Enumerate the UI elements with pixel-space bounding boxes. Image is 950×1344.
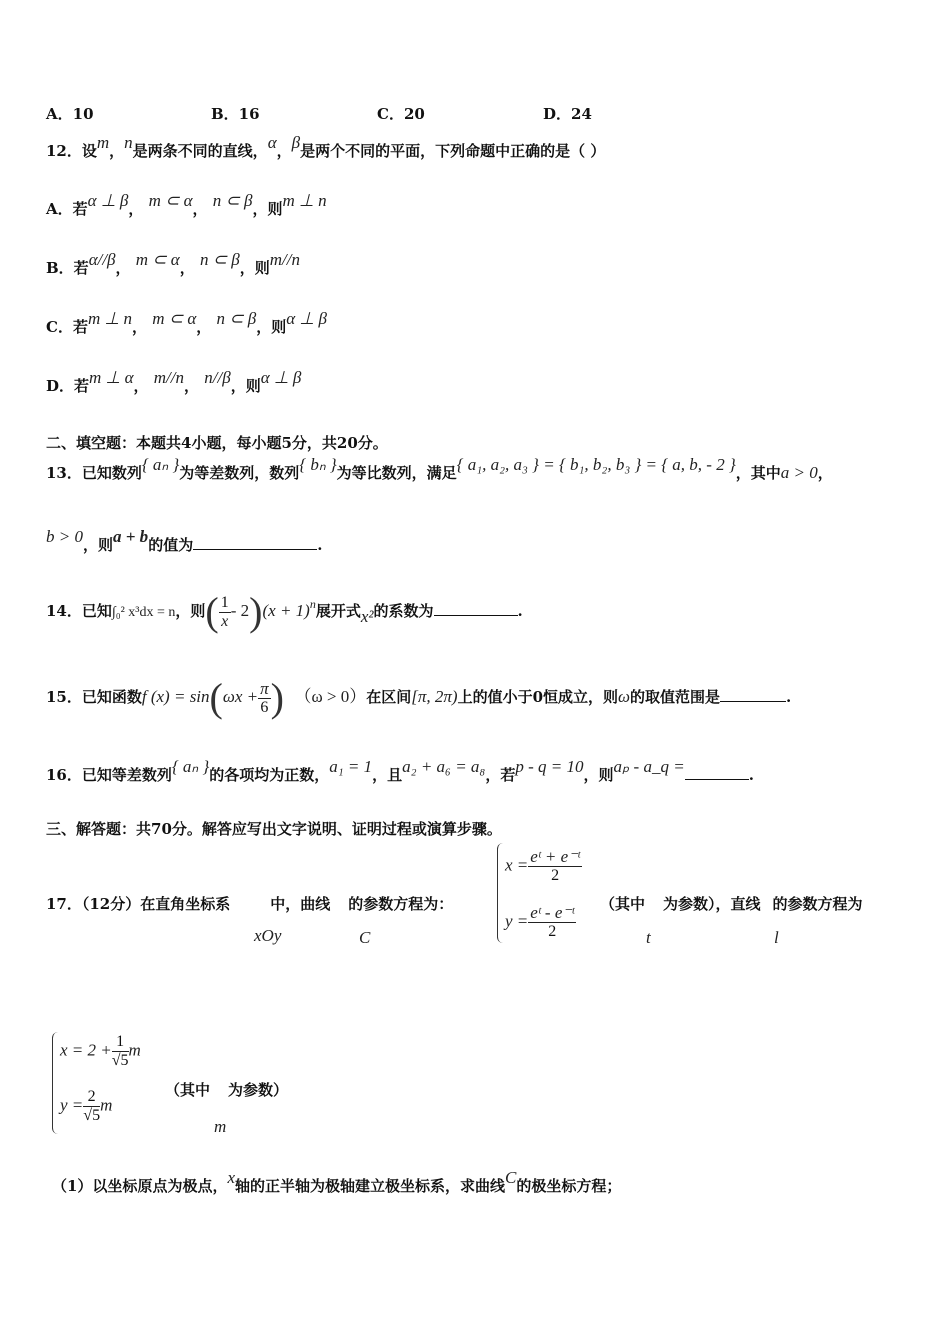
separator: ， — [184, 377, 200, 395]
denominator: x — [221, 612, 229, 630]
var-beta: β — [291, 133, 301, 152]
condition: n ⊂ β — [199, 250, 240, 269]
sequence-a: { aₙ } — [141, 455, 180, 474]
right-paren: ) — [270, 675, 284, 720]
question-13 — [46, 455, 833, 483]
line-y-equation — [60, 1088, 112, 1125]
integral: ∫₀² x³dx = n — [111, 605, 176, 620]
numerator: 1 — [112, 1033, 129, 1052]
fraction-y — [528, 904, 576, 941]
condition: m ⊥ α — [89, 368, 134, 387]
left-paren: ( — [205, 589, 219, 634]
var-C: C — [359, 928, 371, 947]
q15-text: 上的值小于0恒成立，则 — [457, 688, 619, 706]
q15-end: . — [786, 688, 792, 706]
var-t: t — [646, 928, 651, 947]
fraction-x — [528, 848, 582, 885]
denominator: 6 — [260, 698, 269, 716]
condition: m ⊥ n — [87, 309, 133, 328]
numerator: eᵗ - e⁻ᵗ — [530, 903, 575, 922]
numerator: eᵗ + e⁻ᵗ — [530, 847, 581, 866]
separator: ， — [128, 200, 144, 218]
conclusion: α ⊥ β — [260, 368, 302, 387]
answer-blank[interactable] — [685, 779, 749, 780]
y-equals: y = — [60, 1095, 84, 1115]
condition: m ⊂ α — [148, 191, 193, 210]
part1-text: （1）以坐标原点为极点， — [52, 1177, 228, 1195]
condition-b: b > 0 — [46, 527, 83, 546]
q17-text: 的参数方程为： — [348, 895, 454, 913]
separator: ， — [179, 259, 195, 277]
q17-text: 为参数） — [228, 1081, 289, 1099]
difference-expression: aₚ - a_q = — [613, 757, 685, 776]
condition: n ⊂ β — [216, 309, 257, 328]
option-label: D．若 — [46, 377, 90, 395]
condition: α//β — [88, 250, 116, 269]
answer-blank[interactable] — [434, 615, 518, 616]
var-xOy: xOy — [254, 926, 282, 945]
q16-end: . — [748, 766, 754, 784]
section-3-heading: 三、解答题：共70分。解答应写出文字说明、证明过程或演算步骤。 — [46, 820, 502, 838]
condition: n ⊂ β — [212, 191, 253, 210]
var-n: n — [124, 133, 133, 152]
question-17 — [46, 893, 453, 914]
q17-text: 为参数），直线 — [663, 895, 761, 913]
q17-number: 17．（12分）在直角坐标系 — [46, 895, 231, 913]
separator: ， — [196, 318, 212, 336]
part1-text: 轴的正半轴为极轴建立极坐标系，求曲线 — [235, 1177, 506, 1195]
option-label: A．若 — [46, 200, 88, 218]
answer-blank[interactable] — [720, 701, 786, 702]
then-text: ，则 — [230, 377, 261, 395]
right-paren: ) — [249, 589, 263, 634]
q17-text: 中，曲线 — [270, 895, 331, 913]
then-text: ，则 — [239, 259, 270, 277]
q13-text: ，其中 — [735, 464, 781, 482]
omega-condition: （ω > 0） — [294, 687, 367, 706]
question-16 — [46, 757, 754, 785]
var-m-param: m — [214, 1117, 227, 1136]
function-f: f (x) = sin — [141, 687, 210, 706]
separator: ， — [192, 200, 208, 218]
expression-a-plus-b: a + b — [113, 527, 149, 546]
question-12 — [46, 133, 606, 161]
then-text: ，则 — [252, 200, 283, 218]
q13-comma: ， — [817, 464, 833, 482]
part1-text: 的极坐标方程； — [516, 1177, 622, 1195]
fraction-2-over-sqrt5 — [83, 1088, 100, 1125]
answer-blank[interactable] — [193, 549, 317, 550]
param-y-equation — [505, 904, 576, 941]
var-C: C — [505, 1168, 517, 1187]
x-equals: x = 2 + — [60, 1040, 112, 1060]
sequence-a: { aₙ } — [171, 757, 210, 776]
option-b: B．16 — [211, 105, 260, 123]
condition-a: a > 0 — [780, 463, 818, 482]
q14-text: 展开式 — [315, 602, 361, 620]
fraction-1-over-x — [219, 594, 231, 631]
q16-number: 16．已知等差数列 — [46, 766, 172, 784]
binomial: (x + 1) — [262, 601, 310, 620]
q13-text: 的值为 — [148, 536, 194, 554]
omega-x: ωx + — [222, 687, 259, 706]
pq-equation: p - q = 10 — [515, 757, 584, 776]
q15-number: 15．已知函数 — [46, 688, 142, 706]
question-13-cont — [46, 527, 323, 555]
q17-param-note — [600, 893, 863, 914]
then-text: ，则 — [256, 318, 287, 336]
conclusion: m//n — [269, 250, 300, 269]
sequence-b: { bₙ } — [299, 455, 337, 474]
section-2-heading: 二、填空题：本题共4小题，每小题5分，共20分。 — [46, 434, 388, 452]
option-c: C．20 — [377, 105, 425, 123]
separator: ， — [133, 377, 149, 395]
option-a: A．10 — [46, 105, 94, 123]
a1-equation: a₁ = 1 — [329, 757, 373, 776]
denominator: √5 — [111, 1052, 129, 1069]
line-param-note — [165, 1079, 288, 1100]
q17-text: 的参数方程为 — [772, 895, 863, 913]
minus-two: - 2 — [230, 601, 250, 620]
line-x-equation — [60, 1033, 141, 1070]
condition: n//β — [204, 368, 231, 387]
conclusion: α ⊥ β — [286, 309, 327, 328]
numerator: π — [260, 678, 269, 698]
fraction-pi-over-6 — [258, 680, 271, 717]
var-m: m — [128, 1040, 141, 1060]
param-x-equation — [505, 848, 582, 885]
separator: ， — [132, 318, 148, 336]
condition: m//n — [153, 368, 185, 387]
x-equals: x = — [505, 855, 529, 875]
q15-text: 在区间 — [366, 688, 412, 706]
q16-text: ，若 — [485, 766, 516, 784]
q15-text: 的取值范围是 — [630, 688, 721, 706]
q13-number: 13．已知数列 — [46, 464, 142, 482]
q12-comma: ， — [276, 142, 292, 160]
q12-text: 是两条不同的直线， — [132, 142, 268, 160]
q17-text: （其中 — [600, 895, 646, 913]
q16-text: ，则 — [583, 766, 614, 784]
numerator: 2 — [83, 1088, 100, 1107]
q17-text: （其中 — [165, 1081, 211, 1099]
var-m: m — [96, 133, 110, 152]
denominator: 2 — [551, 867, 560, 884]
option-label: C．若 — [46, 318, 88, 336]
question-14 — [46, 589, 523, 634]
q12-option-c — [46, 309, 327, 337]
x-squared: x² — [360, 607, 374, 626]
var-alpha: α — [267, 133, 277, 152]
y-equals: y = — [505, 911, 529, 931]
q13-text: ，则 — [82, 536, 113, 554]
q14-text: ，则 — [175, 602, 206, 620]
q12-comma: ， — [109, 142, 125, 160]
option-label: B．若 — [46, 259, 89, 277]
var-l: l — [774, 928, 779, 947]
q12-option-a — [46, 191, 327, 219]
condition: m ⊂ α — [152, 309, 197, 328]
q17-part-1 — [52, 1168, 622, 1196]
q12-option-d — [46, 368, 302, 396]
denominator: 2 — [548, 923, 557, 940]
conclusion: m ⊥ n — [282, 191, 327, 210]
question-15 — [46, 675, 792, 720]
numerator: 1 — [220, 593, 229, 611]
condition: α ⊥ β — [87, 191, 129, 210]
denominator: √5 — [83, 1107, 101, 1124]
var-m: m — [100, 1095, 113, 1115]
q14-end: . — [517, 602, 523, 620]
q12-option-b — [46, 250, 300, 278]
interval: [π, 2π) — [411, 687, 458, 706]
q16-text: ，且 — [372, 766, 403, 784]
q13-text: 为等比数列，满足 — [336, 464, 457, 482]
q12-text: 是两个不同的平面，下列命题中正确的是（ ） — [300, 142, 606, 160]
var-x: x — [227, 1168, 235, 1187]
q12-number: 12．设 — [46, 142, 97, 160]
var-omega: ω — [618, 687, 631, 706]
option-d: D．24 — [543, 105, 592, 123]
q16-text: 的各项均为正数， — [209, 766, 330, 784]
q13-end: . — [317, 536, 323, 554]
exponent-n: n — [309, 597, 316, 611]
fraction-1-over-sqrt5 — [112, 1033, 129, 1070]
separator: ， — [115, 259, 131, 277]
q14-text: 的系数为 — [373, 602, 434, 620]
left-paren: ( — [209, 675, 223, 720]
q13-text: 为等差数列，数列 — [179, 464, 300, 482]
q14-number: 14．已知 — [46, 602, 112, 620]
term-equation: a₂ + a₆ = a₈ — [402, 757, 486, 776]
condition: m ⊂ α — [135, 250, 180, 269]
set-equation: { a₁, a₂, a₃ } = { b₁, b₂, b₃ } = { a, b, - 2 } — [456, 455, 736, 474]
